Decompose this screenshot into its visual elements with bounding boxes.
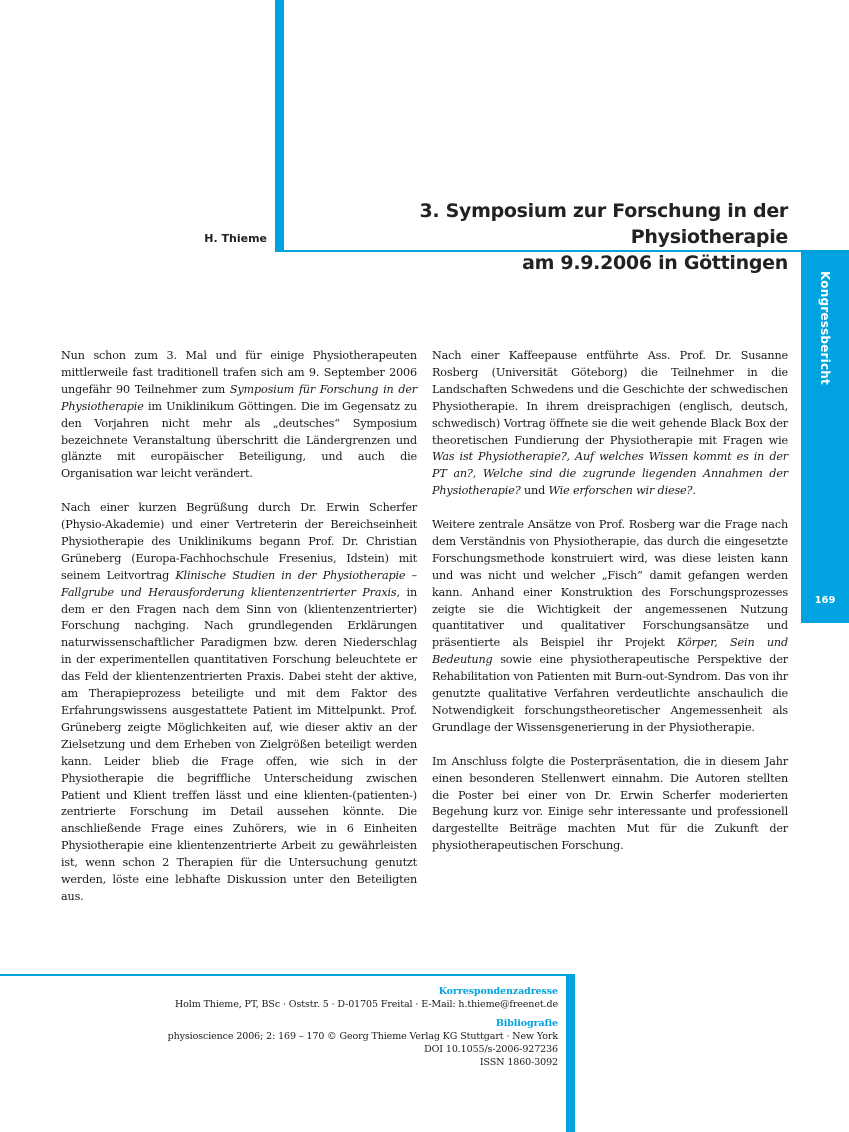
- footer-info: [100, 985, 558, 1069]
- section-side-tab: [801, 251, 849, 623]
- bibliography-citation: physioscience 2006; 2: 169 – 170 © Georg Thieme Verlag KG Stuttgart · New York: [167, 1031, 558, 1042]
- bibliography-heading: Bibliografie: [495, 1018, 558, 1029]
- title-line-1: 3. Symposium zur Forschung in der Physiotherapie: [419, 200, 788, 248]
- bibliography-issn: ISSN 1860-3092: [479, 1057, 558, 1068]
- author-name: H. Thieme: [204, 232, 267, 245]
- footer-rule: [0, 974, 575, 976]
- bibliography-doi: DOI 10.1055/s-2006-927236: [424, 1044, 558, 1055]
- section-label: Kongressbericht: [818, 271, 832, 385]
- body-column-left: [61, 348, 417, 923]
- paragraph: Nach einer kurzen Begrüßung durch Dr. Erwin Scherfer (Physio-Akademie) und einer Vertreterin der Bereichseinheit Physiotherapie des Uniklinikums begann Prof. Dr. Christian Grüneberg (Europa-Fachhochschule Fresenius, Idstein) mit seinem Leitvortrag Klinische Studien in der Physiotherapie – Fallgrube und Herausforderung klientenzentrierter Praxis, in dem er den Fragen nach dem Sinn von (klientenzentrierter) Forschung nachging. Nach grundlegenden Erklärungen naturwissenschaftlicher Paradigmen bzw. deren Niederschlag in der experimentellen quantitativen Forschung beleuchtete er das Feld der klientenzentrierten Praxis. Dabei steht der aktive, am Therapieprozess beteiligte und mit dem Faktor des Erfahrungswissens ausgestattete Patient im Mittelpunkt. Prof. Grüneberg zeigte Möglichkeiten auf, wie dieser aktiv an der Zielsetzung und dem Erheben von Zielgrößen beteiligt werden kann. Leider blieb die Frage offen, wie sich in der Physiotherapie die begriffliche Unterscheidung zwischen Patient und Klient treffen lässt und eine klienten-(patienten-) zentrierte Forschung im Detail aussehen könnte. Die anschließende Frage eines Zuhörers, wie in 6 Einheiten Physiotherapie eine klientenzentrierte Arbeit zu gewährleisten ist, wenn schon 2 Therapien für die Untersuchung genutzt werden, löste eine lebhafte Diskussion unter den Beteiligten aus.: [61, 501, 418, 903]
- paragraph: Weitere zentrale Ansätze von Prof. Rosberg war die Frage nach dem Verständnis von Physiotherapie, das durch die eingesetzte Forschungsmethode konstruiert wird, was diese leisten kann und was nicht und welcher „Fisch“ damit gefangen werden kann. Anhand einer Konstruktion des Forschungsprozesses zeigte sie die Wichtigkeit der angemessenen Nutzung quantitativer und qualitativer Forschungsansätze und präsentierte als Beispiel ihr Projekt Körper, Sein und Bedeutung sowie eine physiotherapeutische Perspektive der Rehabilitation von Patienten mit Burn-out-Syndrom. Das von ihr genutzte qualitative Verfahren verdeutlichte anschaulich die Notwendigkeit forschungstheoretischer Angemessenheit als Grundlage der Wissensgenerierung in der Physiotherapie.: [432, 518, 789, 734]
- emphasis: Klinische Studien in der Physiotherapie – Fallgrube und Herausforderung klientenzentrierter Praxis: [61, 568, 417, 599]
- emphasis: Wie erforschen wir diese?: [548, 484, 693, 498]
- paragraph: Im Anschluss folgte die Posterpräsentation, die in diesem Jahr einen besonderen Stellenwert einnahm. Die Autoren stellten die Poster bei einer von Dr. Erwin Scherfer moderierten Begehung kurz vor. Einige sehr interessante und professionell dargestellte Beiträge machten Mut für die Zukunft der physiotherapeutischen Forschung.: [432, 754, 788, 853]
- article-title: [290, 198, 788, 276]
- footer-accent-bar: [566, 974, 575, 1132]
- correspondence-address: Holm Thieme, PT, BSc · Oststr. 5 · D-01705 Freital · E-Mail: h.thieme@freenet.de: [175, 999, 558, 1010]
- emphasis: Was ist Physiotherapie?, Auf welches Wissen kommt es in der PT an?, Welche sind die zugrunde liegenden Annahmen der Physiotherapie?: [432, 450, 788, 498]
- body-column-right: [432, 348, 788, 872]
- page-number: 169: [814, 595, 836, 606]
- paragraph: Nun schon zum 3. Mal und für einige Physiotherapeuten mittlerweile fast traditionell trafen sich am 9. September 2006 ungefähr 90 Teilnehmer zum Symposium für Forschung in der Physiotherapie im Uniklinikum Göttingen. Die im Gegensatz zu den Vorjahren nicht mehr als „deutsches“ Symposium bezeichnete Veranstaltung überschritt die Ländergrenzen und glänzte mit europäischer Beteiligung, und auch die Organisation war leicht verändert.: [61, 349, 417, 481]
- title-accent-bar: [275, 0, 284, 251]
- correspondence-heading: Korrespondenzadresse: [438, 986, 558, 997]
- emphasis: Symposium für Forschung in der Physiotherapie: [61, 382, 417, 413]
- title-line-2: am 9.9.2006 in Göttingen: [522, 252, 788, 274]
- emphasis: Körper, Sein und Bedeutung: [432, 636, 789, 667]
- paragraph: Nach einer Kaffeepause entführte Ass. Prof. Dr. Susanne Rosberg (Universität Göteborg) die Teilnehmer in die Landschaften Schwedens und die Geschichte der schwedischen Physiotherapie. In ihrem dreisprachigen (englisch, deutsch, schwedisch) Vortrag öffnete sie die weit gehende Black Box der theoretischen Fundierung der Physiotherapie mit Fragen wie Was ist Physiotherapie?, Auf welches Wissen kommt es in der PT an?, Welche sind die zugrunde liegenden Annahmen der Physiotherapie? und Wie erforschen wir diese?.: [432, 349, 788, 498]
